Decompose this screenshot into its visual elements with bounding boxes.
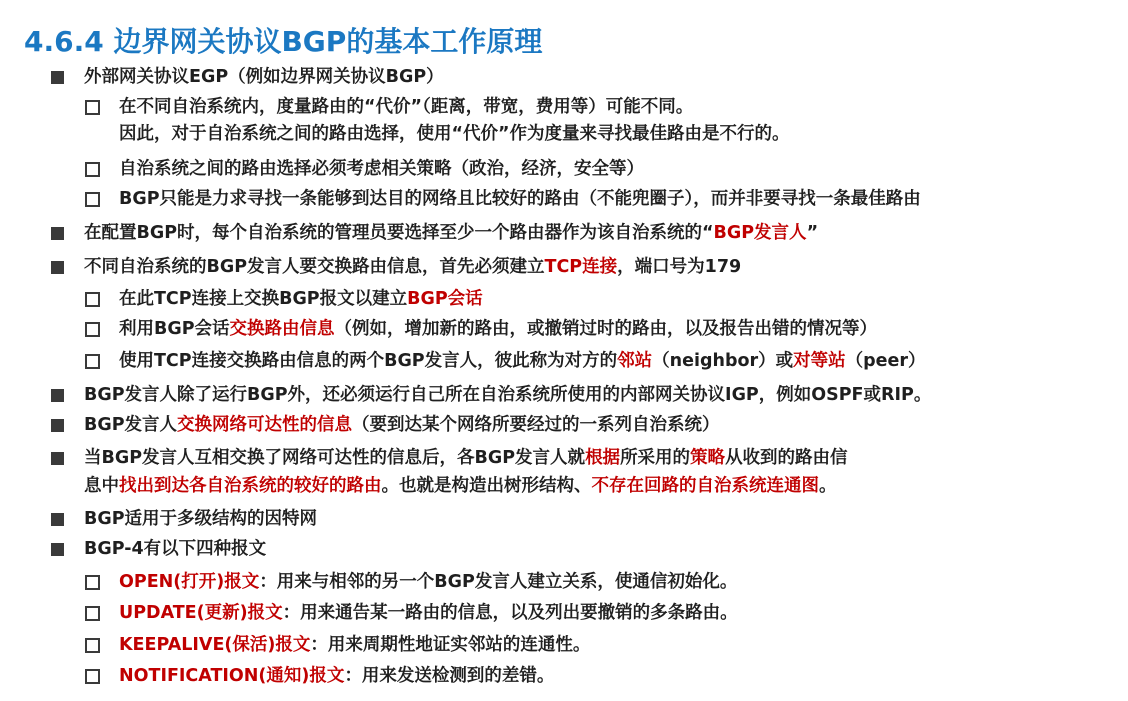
checkbox-bullet-icon (85, 192, 100, 207)
checkbox-bullet-icon (85, 162, 100, 177)
text-run: ” (806, 223, 819, 243)
text-run: ：用来周期性地证实邻站的连通性。 (310, 635, 591, 655)
bullet-text (84, 221, 818, 245)
text-run: 。 (819, 476, 837, 496)
text-run: 因此，对于自治系统之间的路由选择，使用“代价”作为度量来寻找最佳路由是不行的。 (119, 124, 790, 144)
highlighted-term: UPDATE(更新)报文 (119, 603, 283, 623)
bullet-text (84, 65, 444, 89)
highlighted-term: 交换网络可达性的信息 (177, 415, 353, 435)
square-bullet-icon (51, 389, 64, 402)
sub-bullet-text (119, 664, 554, 688)
sub-bullet-text (119, 317, 877, 341)
bullet-continuation-text (84, 474, 837, 498)
text-run: ：用来与相邻的另一个BGP发言人建立关系，使通信初始化。 (259, 572, 738, 592)
highlighted-term: 根据 (585, 448, 621, 468)
bullet-text (84, 383, 931, 407)
square-bullet-icon (51, 71, 64, 84)
text-run: BGP发言人除了运行BGP外，还必须运行自己所在自治系统所使用的内部网关协议IGP，例如OSPF或RIP。 (84, 385, 932, 405)
text-run: 当BGP发言人互相交换了网络可达性的信息后，各BGP发言人就 (84, 448, 586, 468)
text-run: 从收到的路由信 (725, 448, 848, 468)
highlighted-term: 对等站 (793, 351, 846, 371)
checkbox-bullet-icon (85, 669, 100, 684)
checkbox-bullet-icon (85, 606, 100, 621)
text-run: 外部网关协议EGP（例如边界网关协议BGP） (84, 67, 444, 87)
square-bullet-icon (51, 227, 64, 240)
checkbox-bullet-icon (85, 354, 100, 369)
square-bullet-icon (51, 419, 64, 432)
text-run: （例如，增加新的路由，或撤销过时的路由，以及报告出错的情况等） (334, 319, 878, 339)
text-run: 利用BGP会话 (119, 319, 230, 339)
bullet-text (84, 537, 266, 561)
sub-bullet-text (119, 633, 590, 657)
text-run: BGP发言人 (84, 415, 178, 435)
sub-bullet-text (119, 95, 693, 119)
checkbox-bullet-icon (85, 322, 100, 337)
text-run: 。也就是构造出树形结构、 (381, 476, 592, 496)
sub-bullet-text (119, 349, 926, 373)
text-run: 自治系统之间的路由选择必须考虑相关策略（政治，经济，安全等） (119, 159, 644, 179)
highlighted-term: 策略 (690, 448, 726, 468)
text-run: 在配置BGP时，每个自治系统的管理员要选择至少一个路由器作为该自治系统的“ (84, 223, 714, 243)
highlighted-term: 邻站 (617, 351, 653, 371)
text-run: 使用TCP连接交换路由信息的两个BGP发言人，彼此称为对方的 (119, 351, 618, 371)
sub-bullet-text (119, 287, 483, 311)
square-bullet-icon (51, 452, 64, 465)
square-bullet-icon (51, 261, 64, 274)
text-run: ，端口号为179 (617, 257, 742, 277)
highlighted-term: 不存在回路的自治系统连通图 (591, 476, 819, 496)
text-run: 所采用的 (620, 448, 691, 468)
highlighted-term: 交换路由信息 (229, 319, 335, 339)
highlighted-term: KEEPALIVE(保活)报文 (119, 635, 311, 655)
text-run: 息中 (84, 476, 119, 496)
highlighted-term: BGP会话 (407, 289, 483, 309)
checkbox-bullet-icon (85, 638, 100, 653)
bullet-text (84, 255, 741, 279)
checkbox-bullet-icon (85, 575, 100, 590)
sub-bullet-text (119, 157, 644, 181)
highlighted-term: 找出到达各自治系统的较好的路由 (119, 476, 382, 496)
text-run: BGP适用于多级结构的因特网 (84, 509, 318, 529)
text-run: 在不同自治系统内，度量路由的“代价”（距离，带宽，费用等）可能不同。 (119, 97, 694, 117)
sub-bullet-text (119, 601, 738, 625)
bullet-continuation-text (119, 122, 790, 146)
text-run: 在此TCP连接上交换BGP报文以建立 (119, 289, 408, 309)
text-run: 不同自治系统的BGP发言人要交换路由信息，首先必须建立 (84, 257, 545, 277)
text-run: BGP-4有以下四种报文 (84, 539, 267, 559)
highlighted-term: NOTIFICATION(通知)报文 (119, 666, 345, 686)
text-run: BGP只能是力求寻找一条能够到达目的网络且比较好的路由（不能兜圈子），而并非要寻找一条最佳路由 (119, 189, 921, 209)
square-bullet-icon (51, 543, 64, 556)
text-run: （peer） (845, 351, 926, 371)
square-bullet-icon (51, 513, 64, 526)
page-title: 4.6.4 边界网关协议BGP的基本工作原理 (24, 25, 543, 58)
bullet-text (84, 446, 848, 470)
checkbox-bullet-icon (85, 100, 100, 115)
checkbox-bullet-icon (85, 292, 100, 307)
text-run: （neighbor）或 (652, 351, 794, 371)
bullet-text (84, 507, 317, 531)
sub-bullet-text (119, 570, 737, 594)
highlighted-term: OPEN(打开)报文 (119, 572, 260, 592)
sub-bullet-text (119, 187, 921, 211)
text-run: （要到达某个网络所要经过的一系列自治系统） (352, 415, 720, 435)
bullet-text (84, 413, 720, 437)
highlighted-term: TCP连接 (544, 257, 618, 277)
text-run: ：用来通告某一路由的信息，以及列出要撤销的多条路由。 (282, 603, 738, 623)
highlighted-term: BGP发言人 (713, 223, 807, 243)
text-run: ：用来发送检测到的差错。 (344, 666, 555, 686)
